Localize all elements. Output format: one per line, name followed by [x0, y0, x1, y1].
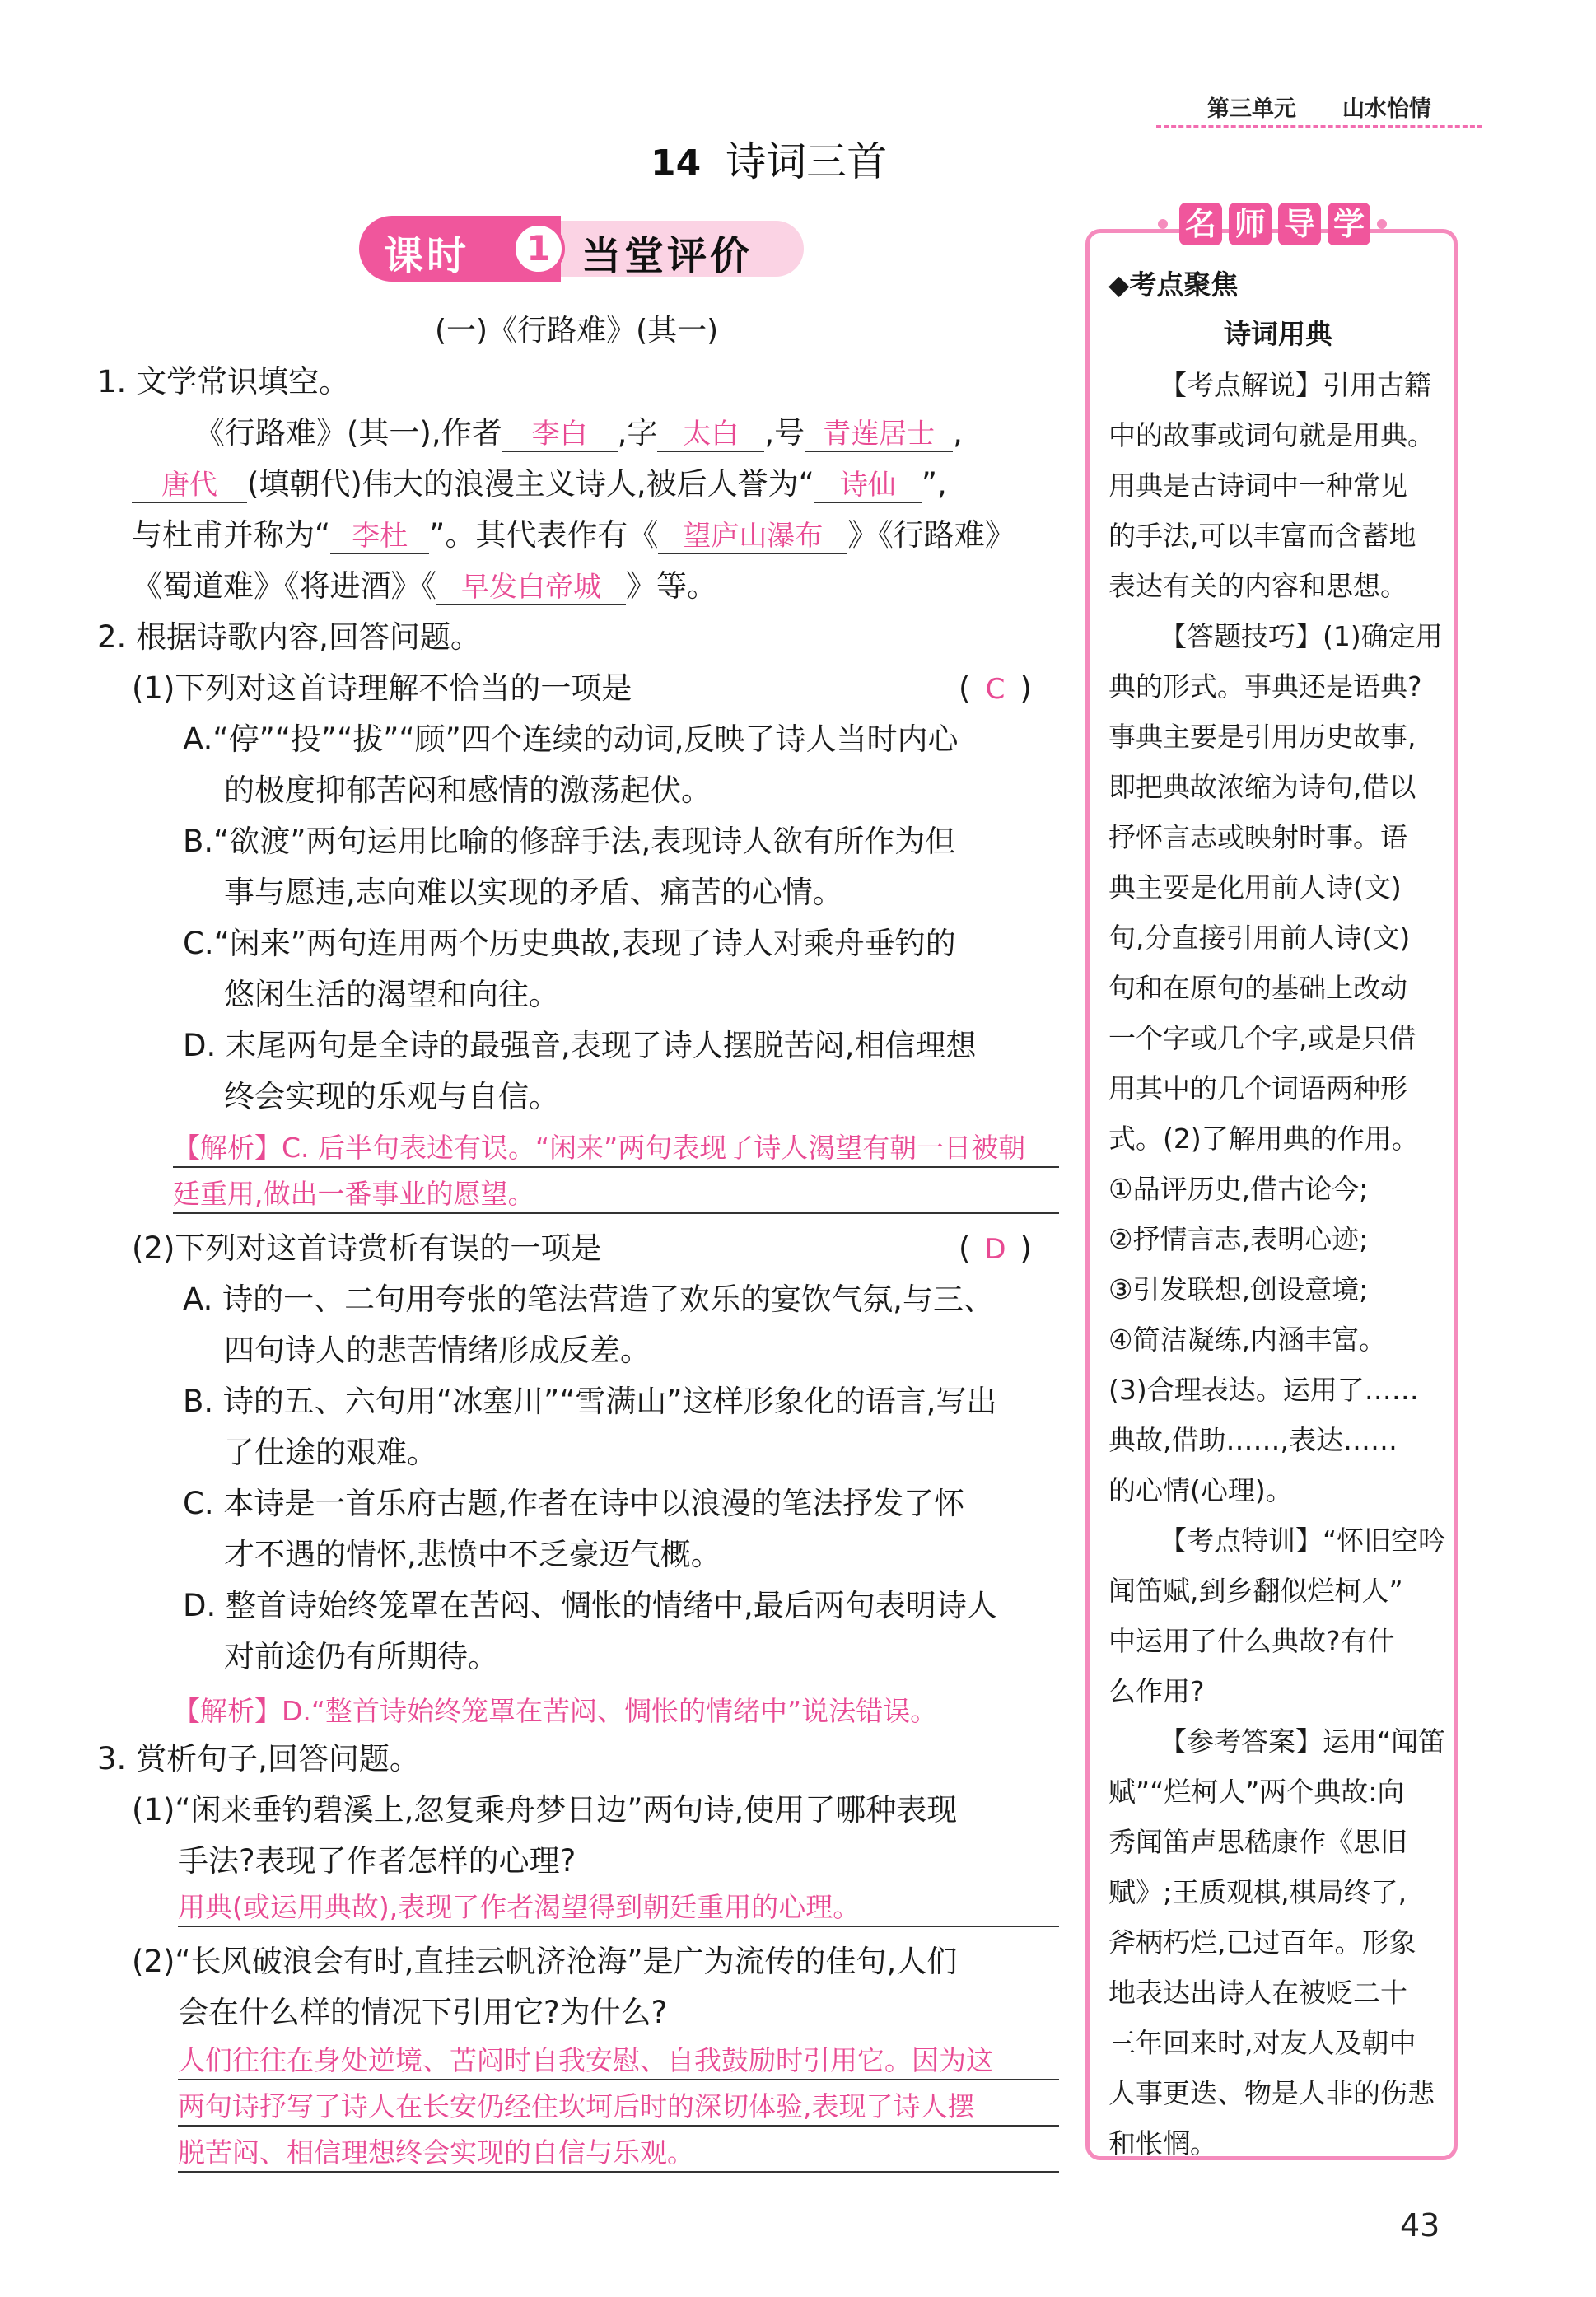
- sidebar-line: 的手法,可以丰富而含蓄地: [1108, 520, 1416, 552]
- q2-part2-answer: D: [984, 1233, 1006, 1266]
- sidebar-line: 典的形式。事典还是语典?: [1108, 670, 1422, 703]
- q1-stem: 1. 文学常识填空。: [97, 364, 350, 399]
- answer-blank: 望庐山瀑布: [658, 520, 847, 554]
- q1-line4: [132, 568, 717, 605]
- q2-part1-analysis: 廷重用,做出一番事业的愿望。: [173, 1176, 1059, 1214]
- q3-part2-answer: 人们往往在身处逆境、苦闷时自我安慰、自我鼓励时引用它。因为这: [178, 2043, 1059, 2080]
- sidebar-topic: 诗词用典: [1224, 318, 1332, 350]
- answer-blank: 唐代: [132, 469, 247, 503]
- sidebar-line: 一个字或几个字,或是只借: [1108, 1022, 1416, 1054]
- sidebar-line: 的心情(心理)。: [1108, 1474, 1293, 1506]
- banner-left-text: 课时: [384, 233, 470, 279]
- q2-p1-option: B.“欲渡”两句运用比喻的修辞手法,表现诗人欲有所作为但: [183, 824, 956, 859]
- banner-right-text: 当堂评价: [581, 233, 754, 279]
- sidebar-line: ②抒情言志,表明心迹;: [1108, 1223, 1369, 1255]
- q3-stem: 3. 赏析句子,回答问题。: [97, 1741, 420, 1776]
- header-divider: [1156, 125, 1482, 128]
- q3-part2-line2: 会在什么样的情况下引用它?为什么?: [178, 1995, 668, 2030]
- teacher-guide-heading: [1169, 203, 1375, 254]
- q1-text: 》等。: [626, 568, 717, 604]
- q2-p2-option: C. 本诗是一首乐府古题,作者在诗中以浪漫的笔法抒发了怀: [183, 1486, 965, 1521]
- page-title: [651, 130, 887, 188]
- q2-p1-option: C.“闲来”两句连用两个历史典故,表现了诗人对乘舟垂钓的: [183, 926, 956, 961]
- q1-text: ,号: [764, 415, 805, 451]
- sidebar-line: 用典是古诗词中一种常见: [1108, 469, 1407, 502]
- lesson-number: 14: [651, 142, 702, 184]
- q3-part1-line2: 手法?表现了作者怎样的心理?: [178, 1843, 576, 1879]
- sidebar-line: 【参考答案】运用“闻笛: [1160, 1725, 1446, 1758]
- q2-part1-stem: (1)下列对这首诗理解不恰当的一项是: [132, 670, 632, 706]
- q1-text: ,字: [617, 415, 658, 451]
- q1-text: ,: [953, 415, 963, 451]
- q1-text: ”。其代表作有《: [429, 517, 659, 553]
- sidebar-line: 句和在原句的基础上改动: [1108, 972, 1407, 1004]
- q2-part1-answer-box: ( C ): [959, 670, 1032, 706]
- section-title: (一)《行路难》(其一): [435, 314, 719, 348]
- unit-header: [1151, 84, 1482, 124]
- answer-blank: 太白: [657, 418, 764, 452]
- sidebar-line: 表达有关的内容和思想。: [1108, 570, 1407, 602]
- q2-p1-option: 终会实现的乐观与自信。: [224, 1079, 559, 1114]
- sidebar-line: ①品评历史,借古论今;: [1108, 1173, 1369, 1205]
- q2-part2-answer-box: ( D ): [959, 1230, 1032, 1266]
- q2-p1-option: D. 末尾两句是全诗的最强音,表现了诗人摆脱苦闷,相信理想: [183, 1028, 977, 1063]
- sidebar-line: 斧柄朽烂,已过百年。形象: [1108, 1926, 1416, 1959]
- banner-number: 1: [512, 222, 565, 275]
- sidebar-line: 么作用?: [1108, 1675, 1205, 1707]
- sidebar-line: 事典主要是引用历史故事,: [1108, 721, 1416, 753]
- heading-char: 师: [1229, 203, 1272, 245]
- sidebar-line: 【考点解说】引用古籍: [1160, 369, 1431, 401]
- sidebar-line: 赋”“烂柯人”两个典故:向: [1108, 1776, 1405, 1808]
- q2-part2-stem: (2)下列对这首诗赏析有误的一项是: [132, 1230, 602, 1266]
- q2-p1-option: 事与愿违,志向难以实现的矛盾、痛苦的心情。: [224, 875, 843, 910]
- q1-text: ”,: [921, 466, 947, 502]
- q1-text: 《行路难》(其一),作者: [194, 415, 502, 451]
- sidebar-line: (3)合理表达。运用了……: [1108, 1374, 1419, 1406]
- q2-p2-option: 四句诗人的悲苦情绪形成反差。: [224, 1333, 651, 1368]
- q1-text: (填朝代)伟大的浪漫主义诗人,被后人誉为“: [247, 466, 814, 502]
- q2-p1-option: 的极度抑郁苦闷和感情的激荡起伏。: [224, 773, 712, 808]
- answer-blank: 早发白帝城: [436, 571, 626, 605]
- sidebar-line: 赋》;王质观棋,棋局终了,: [1108, 1876, 1407, 1908]
- sidebar-line: 典故,借助……,表达……: [1108, 1424, 1398, 1456]
- q1-text: 《蜀道难》《将进酒》《: [132, 568, 436, 604]
- q3-part2-answer: 两句诗抒写了诗人在长安仍经住坎坷后时的深切体验,表现了诗人摆: [178, 2089, 1059, 2127]
- answer-blank: 李白: [502, 418, 618, 452]
- unit-label: 第三单元: [1207, 96, 1296, 122]
- sidebar-line: 地表达出诗人在被贬二十: [1108, 1977, 1407, 2009]
- answer-blank: 诗仙: [814, 469, 922, 503]
- q3-part1-line1: (1)“闲来垂钓碧溪上,忽复乘舟梦日边”两句诗,使用了哪种表现: [132, 1792, 958, 1828]
- sidebar-line: 式。(2)了解用典的作用。: [1108, 1123, 1419, 1155]
- q2-p2-option: A. 诗的一、二句用夸张的笔法营造了欢乐的宴饮气氛,与三、: [183, 1282, 994, 1317]
- q3-part2-answer: 脱苦闷、相信理想终会实现的自信与乐观。: [178, 2135, 1059, 2173]
- sidebar-line: 闻笛赋,到乡翻似烂柯人”: [1108, 1575, 1403, 1607]
- sidebar-line: 抒怀言志或映射时事。语: [1108, 821, 1407, 853]
- sidebar-line: ③引发联想,创设意境;: [1108, 1273, 1369, 1305]
- heading-char: 名: [1179, 203, 1222, 245]
- answer-blank: 青莲居士: [805, 418, 953, 452]
- sidebar-line: 句,分直接引用前人诗(文): [1108, 922, 1411, 954]
- sidebar-line: 【答题技巧】(1)确定用: [1160, 620, 1443, 652]
- sidebar-line: 和怅惘。: [1108, 2127, 1217, 2159]
- sidebar-line: 中运用了什么典故?有什: [1108, 1625, 1395, 1657]
- q2-stem: 2. 根据诗歌内容,回答问题。: [97, 619, 481, 655]
- q2-part2-analysis: 【解析】D.“整首诗始终笼罩在苦闷、惆怅的情绪中”说法错误。: [173, 1695, 938, 1727]
- sidebar-line: 典主要是化用前人诗(文): [1108, 871, 1402, 903]
- q1-text: 》《行路难》: [847, 517, 1015, 553]
- q2-p2-option: 对前途仍有所期待。: [224, 1639, 498, 1674]
- q2-p1-option: 悠闲生活的渴望和向往。: [224, 977, 559, 1012]
- lesson-title: 诗词三首: [726, 138, 888, 185]
- sidebar-line: 三年回来时,对友人及朝中: [1108, 2027, 1416, 2059]
- q3-part2-line1: (2)“长风破浪会有时,直挂云帆济沧海”是广为流传的佳句,人们: [132, 1944, 958, 1979]
- unit-theme: 山水怡情: [1342, 96, 1431, 122]
- sidebar-line: 【考点特训】“怀旧空吟: [1160, 1524, 1446, 1557]
- q2-part1-answer: C: [985, 673, 1006, 706]
- sidebar-line: 用其中的几个词语两种形: [1108, 1072, 1407, 1104]
- answer-blank: 李杜: [330, 520, 429, 554]
- q2-p2-option: 了仕途的艰难。: [224, 1435, 437, 1470]
- decor-dot: [1158, 219, 1168, 229]
- q2-p2-option: 才不遇的情怀,悲愤中不乏豪迈气概。: [224, 1537, 721, 1572]
- sidebar-focus: ◆考点聚焦: [1108, 268, 1239, 301]
- sidebar-line: ④简洁凝练,内涵丰富。: [1108, 1324, 1387, 1356]
- page-number: 43: [1400, 2207, 1440, 2243]
- decor-dot: [1377, 219, 1387, 229]
- q3-part1-answer: 用典(或运用典故),表现了作者渴望得到朝廷重用的心理。: [178, 1889, 1059, 1927]
- q1-line3: [132, 517, 1015, 554]
- q2-p2-option: B. 诗的五、六句用“冰塞川”“雪满山”这样形象化的语言,写出: [183, 1384, 997, 1419]
- q2-p1-option: A.“停”“投”“拔”“顾”四个连续的动词,反映了诗人当时内心: [183, 721, 959, 757]
- lesson-banner: [359, 216, 804, 282]
- q1-text: 与杜甫并称为“: [132, 517, 331, 553]
- q2-part1-analysis: 【解析】C. 后半句表述有误。“闲来”两句表现了诗人渴望有朝一日被朝: [173, 1130, 1059, 1168]
- heading-char: 导: [1278, 203, 1321, 245]
- heading-char: 学: [1328, 203, 1370, 245]
- sidebar-line: 人事更迭、物是人非的伤悲: [1108, 2077, 1435, 2109]
- sidebar-line: 秀闻笛声思嵇康作《思旧: [1108, 1826, 1407, 1858]
- q1-line2: [132, 466, 947, 503]
- q2-p2-option: D. 整首诗始终笼罩在苦闷、惆怅的情绪中,最后两句表明诗人: [183, 1588, 997, 1623]
- sidebar-line: 即把典故浓缩为诗句,借以: [1108, 771, 1416, 803]
- q1-line1: [194, 415, 963, 452]
- sidebar-line: 中的故事或词句就是用典。: [1108, 419, 1435, 451]
